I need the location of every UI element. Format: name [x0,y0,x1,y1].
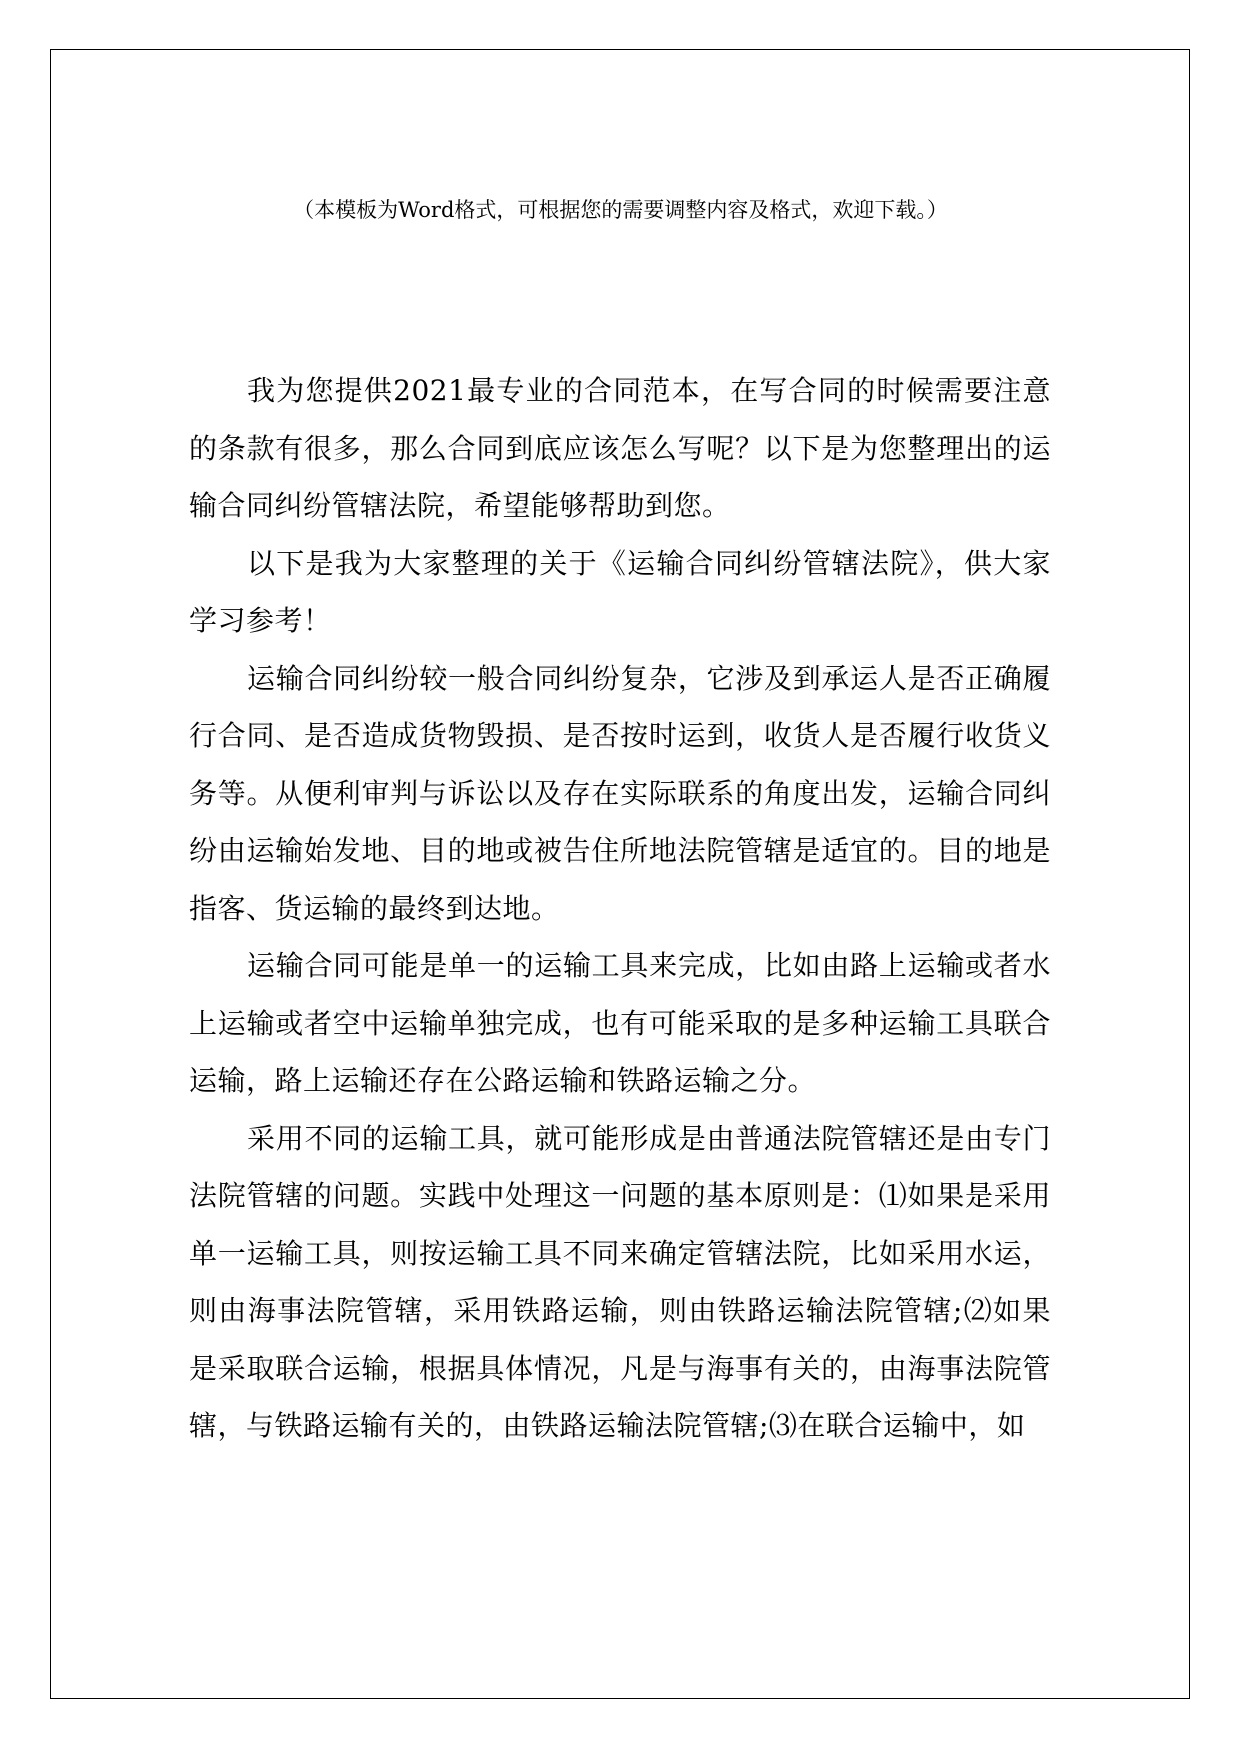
paragraph-transport-modes: 运输合同可能是单一的运输工具来完成，比如由路上运输或者水上运输或者空中运输单独完成，也有可能采取的是多种运输工具联合运输，路上运输还存在公路运输和铁路运输之分。 [189,949,1051,1097]
paragraph-jurisdiction-principles: 采用不同的运输工具，就可能形成是由普通法院管辖还是由专门法院管辖的问题。实践中处理这一问题的基本原则是：⑴如果是采用单一运输工具，则按运输工具不同来确定管辖法院，比如采用水运，则由海事法院管辖，采用铁路运输，则由铁路运输法院管辖;⑵如果是采取联合运输，根据具体情况，凡是与海事有关的，由海事法院管辖，与铁路运输有关的，由铁路运输法院管辖;⑶在联合运输中，如 [189,1121,1051,1442]
paragraph-intro: 我为您提供2021最专业的合同范本，在写合同的时候需要注意的条款有很多，那么合同到底应该怎么写呢？以下是为您整理出的运输合同纠纷管辖法院，希望能够帮助到您。 [189,374,1051,522]
document-body [189,362,1051,1455]
paragraph-dispute-overview: 运输合同纠纷较一般合同纠纷复杂，它涉及到承运人是否正确履行合同、是否造成货物毁损、是否按时运到，收货人是否履行收货义务等。从便利审判与诉讼以及存在实际联系的角度出发，运输合同纠纷由运输始发地、目的地或被告住所地法院管辖是适宜的。目的地是指客、货运输的最终到达地。 [189,661,1051,925]
paragraph-reference: 以下是我为大家整理的关于《运输合同纠纷管辖法院》，供大家学习参考！ [189,546,1051,637]
template-note: （本模板为Word格式，可根据您的需要调整内容及格式，欢迎下载。） [293,198,948,222]
